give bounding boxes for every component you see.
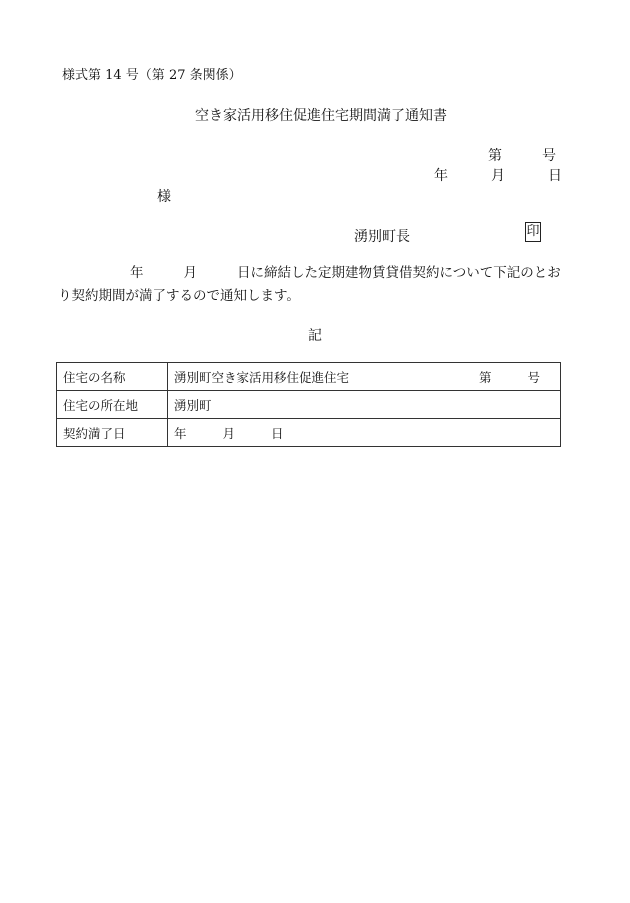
number-go: 号 — [542, 148, 556, 164]
addressee-suffix: 様 — [157, 189, 171, 205]
body-line-1 — [58, 262, 580, 285]
document-title: 空き家活用移住促進住宅期間満了通知書 — [195, 108, 447, 124]
seal-mark: 印 — [525, 222, 541, 242]
body-paragraph — [58, 262, 580, 308]
form-number: 様式第 14 号（第 27 条関係） — [62, 68, 242, 83]
issue-year: 年 — [434, 168, 448, 184]
body-day-text: 日に締結した定期建物賃貸借契約について下記のとお — [237, 265, 561, 281]
housing-number — [479, 368, 540, 386]
number-dai: 第 — [488, 148, 502, 164]
housing-number-dai: 第 — [478, 369, 492, 385]
issue-date-line — [434, 165, 562, 185]
body-line-2: り契約期間が満了するので通知します。 — [58, 288, 300, 304]
row-value-expiry-date — [168, 419, 561, 447]
row-value-housing-name — [168, 363, 561, 391]
expiry-month: 月 — [222, 425, 236, 441]
document-number-line — [488, 145, 556, 165]
housing-name-value: 湧別町空き家活用移住促進住宅 — [174, 369, 350, 385]
expiry-year: 年 — [174, 425, 187, 441]
table-row — [57, 419, 561, 447]
issue-day: 日 — [548, 168, 562, 184]
detail-table — [56, 362, 561, 447]
table-row — [57, 363, 561, 391]
housing-number-go: 号 — [527, 369, 540, 385]
signer-title: 湧別町長 — [354, 229, 410, 245]
expiry-day: 日 — [271, 425, 284, 441]
row-label-expiry-date: 契約満了日 — [57, 419, 168, 447]
row-value-location: 湧別町 — [168, 391, 561, 419]
issue-month: 月 — [491, 168, 505, 184]
ki-heading: 記 — [308, 328, 322, 344]
body-month: 月 — [183, 265, 197, 281]
table-row — [57, 391, 561, 419]
body-year: 年 — [130, 265, 144, 281]
row-label-housing-name: 住宅の名称 — [57, 363, 168, 391]
row-label-location: 住宅の所在地 — [57, 391, 168, 419]
